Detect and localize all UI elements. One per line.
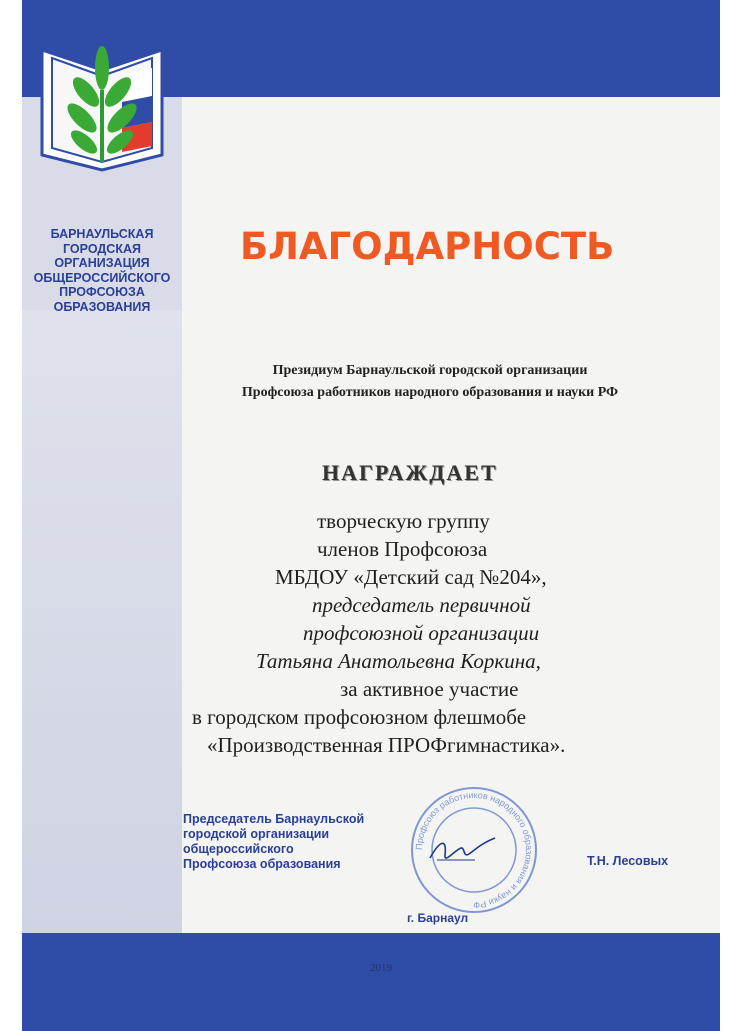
organization-name — [22, 227, 182, 314]
org-line: ОРГАНИЗАЦИЯ — [54, 256, 150, 270]
stamp-text: Профсоюз работников народного образования и науки РФ — [413, 789, 535, 911]
chairman-title — [183, 812, 364, 872]
bottom-blue-band — [22, 933, 720, 1031]
body-line: председатель первичной — [312, 593, 531, 617]
scan-margin-left — [0, 0, 22, 1031]
body-line: членов Профсоюза — [317, 537, 488, 561]
chairman-line: общероссийского — [183, 842, 294, 856]
signature-icon — [425, 830, 500, 870]
presidium-line: Профсоюза работников народного образования и науки РФ — [241, 385, 619, 400]
org-line: ОБЩЕРОССИЙСКОГО — [33, 270, 171, 285]
recipient-name: Татьяна Анатольевна Коркина, — [256, 649, 541, 673]
chairman-line: Председатель Барнаульской — [183, 812, 365, 826]
city-label: г. Барнаул — [407, 911, 469, 925]
year-label: 2019 — [370, 962, 392, 974]
presidium-text — [180, 360, 680, 404]
body-line: за активное участие — [340, 677, 519, 701]
org-line: ГОРОДСКАЯ — [63, 241, 141, 256]
award-heading: НАГРАЖДАЕТ — [322, 460, 498, 485]
left-side-band-lower — [22, 310, 182, 933]
body-line: творческую группу — [317, 509, 490, 533]
presidium-line: Президиум Барнаульской городской организации — [272, 363, 588, 378]
org-line: ПРОФСОЮЗА — [59, 285, 145, 299]
chairman-line: Профсоюза образования — [183, 857, 341, 871]
chairman-line: городской организации — [183, 827, 330, 841]
body-line: в городском профсоюзном флешмобе — [192, 705, 527, 729]
chairman-name: Т.Н. Лесовых — [587, 854, 669, 868]
body-line: профсоюзной организации — [303, 621, 540, 645]
org-line: ОБРАЗОВАНИЯ — [53, 299, 151, 314]
union-logo-icon — [22, 30, 182, 175]
scan-margin-right — [720, 0, 750, 1031]
event-name: «Производственная ПРОФгимнастика». — [207, 733, 566, 757]
body-line: МБДОУ «Детский сад №204», — [275, 565, 547, 589]
certificate-title: БЛАГОДАРНОСТЬ — [240, 225, 615, 268]
org-line: БАРНАУЛЬСКАЯ — [50, 227, 154, 241]
